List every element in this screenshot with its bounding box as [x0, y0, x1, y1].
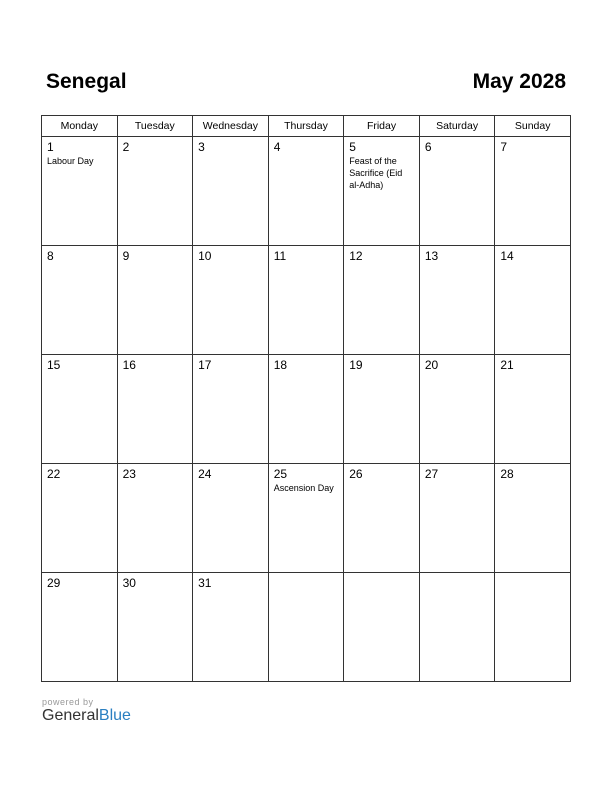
day-number: 12 [349, 249, 363, 263]
day-cell [268, 464, 344, 573]
country-title: Senegal [46, 70, 127, 93]
powered-by-text: powered by [42, 697, 94, 707]
week-row [42, 355, 571, 464]
week-row [42, 573, 571, 682]
day-cell [42, 137, 118, 246]
weekday-friday: Friday [344, 116, 420, 137]
day-number: 20 [424, 358, 439, 372]
day-cell [42, 464, 118, 573]
holiday-label: Feast of the Sacrifice (Eid al-Adha) [349, 156, 403, 190]
day-cell [268, 355, 344, 464]
day-cell [419, 355, 495, 464]
day-number: 26 [349, 467, 363, 481]
day-number: 10 [198, 249, 212, 263]
day-cell [193, 137, 269, 246]
day-cell [495, 355, 571, 464]
day-number: 27 [424, 467, 439, 481]
day-number: 25 [273, 467, 288, 481]
day-number: 4 [273, 140, 281, 154]
week-row [42, 464, 571, 573]
day-cell [495, 137, 571, 246]
day-cell [42, 246, 118, 355]
day-number: 8 [47, 249, 54, 263]
day-cell [419, 573, 495, 682]
day-cell [193, 464, 269, 573]
day-cell [117, 464, 193, 573]
day-cell [495, 246, 571, 355]
day-number: 24 [198, 467, 212, 481]
day-cell [268, 137, 344, 246]
brand-general: General [42, 707, 99, 724]
day-cell [117, 246, 193, 355]
weekday-tuesday: Tuesday [117, 116, 193, 137]
calendar-grid [41, 115, 571, 682]
day-cell [117, 573, 193, 682]
day-cell [193, 246, 269, 355]
day-cell [268, 573, 344, 682]
weekday-sunday: Sunday [495, 116, 571, 137]
day-cell [117, 137, 193, 246]
day-cell [419, 137, 495, 246]
generalblue-logo[interactable] [42, 707, 131, 725]
day-cell [193, 355, 269, 464]
day-number: 23 [122, 467, 136, 481]
day-number: 16 [122, 358, 136, 372]
day-number: 28 [500, 467, 514, 481]
day-number: 6 [424, 140, 432, 154]
day-cell [344, 246, 420, 355]
day-number: 18 [273, 358, 288, 372]
weekday-monday: Monday [42, 116, 118, 137]
day-number: 19 [349, 358, 363, 372]
day-number: 30 [122, 576, 136, 590]
day-cell [419, 464, 495, 573]
week-row [42, 137, 571, 246]
day-number: 21 [500, 358, 514, 372]
day-number: 22 [47, 467, 61, 481]
holiday-label: Labour Day [47, 156, 94, 166]
day-number: 1 [47, 140, 54, 154]
day-cell [419, 246, 495, 355]
day-number: 5 [349, 140, 356, 154]
day-cell [344, 573, 420, 682]
day-cell [344, 464, 420, 573]
day-number: 2 [122, 140, 130, 154]
weekday-wednesday: Wednesday [193, 116, 269, 137]
weekday-header-row [42, 116, 571, 137]
day-cell [495, 573, 571, 682]
day-number: 17 [198, 358, 212, 372]
day-cell [117, 355, 193, 464]
day-number: 15 [47, 358, 61, 372]
day-number: 11 [273, 249, 287, 263]
day-cell [344, 137, 420, 246]
day-cell [344, 355, 420, 464]
day-number: 14 [500, 249, 514, 263]
weekday-thursday: Thursday [268, 116, 344, 137]
day-cell [268, 246, 344, 355]
week-row [42, 246, 571, 355]
day-cell [495, 464, 571, 573]
weekday-saturday: Saturday [419, 116, 495, 137]
day-cell [193, 573, 269, 682]
day-cell [42, 355, 118, 464]
day-number: 9 [122, 249, 130, 263]
holiday-label: Ascension Day [273, 483, 334, 493]
brand-blue: Blue [98, 707, 131, 724]
day-number: 29 [47, 576, 61, 590]
calendar-header [46, 70, 566, 100]
footer-branding [42, 697, 131, 725]
day-cell [42, 573, 118, 682]
day-number: 7 [500, 140, 508, 154]
month-year-title: May 2028 [472, 70, 566, 93]
day-number: 3 [198, 140, 205, 154]
day-number: 13 [424, 249, 439, 263]
day-number: 31 [198, 576, 212, 590]
